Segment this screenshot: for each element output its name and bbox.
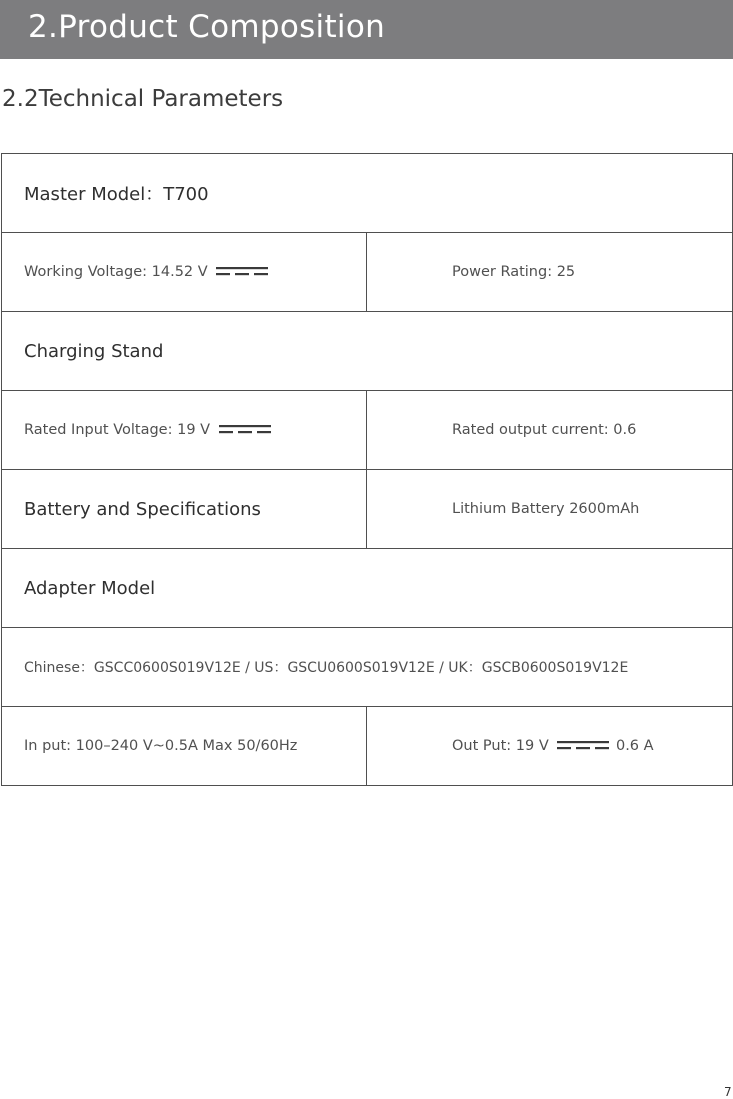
adapter-model-cell bbox=[2, 549, 733, 628]
battery-value-text: Lithium Battery 2600mAh bbox=[452, 501, 640, 517]
power-rating-text: Power Rating: 25 bbox=[452, 264, 576, 280]
battery-heading: Battery and Specifications bbox=[24, 498, 261, 520]
technical-parameters-table bbox=[1, 153, 733, 786]
output-prefix-text: Out Put: 19 V bbox=[452, 738, 549, 754]
battery-heading-cell bbox=[2, 470, 367, 549]
table-row bbox=[2, 233, 733, 312]
adapter-model-heading: Adapter Model bbox=[24, 577, 156, 599]
charging-stand-heading: Charging Stand bbox=[24, 340, 164, 362]
table-row bbox=[2, 549, 733, 628]
working-voltage-cell bbox=[2, 233, 367, 312]
dc-current-icon bbox=[557, 741, 609, 750]
master-model-text: Master Model：T700 bbox=[24, 184, 209, 205]
dc-current-icon bbox=[216, 267, 268, 276]
output-suffix-text: 0.6 A bbox=[615, 738, 654, 754]
working-voltage-text: Working Voltage: 14.52 V bbox=[24, 264, 208, 280]
table-row bbox=[2, 391, 733, 470]
dc-current-icon bbox=[219, 425, 271, 434]
table-row bbox=[2, 154, 733, 233]
page-number: 7 bbox=[724, 1085, 732, 1099]
master-model-cell bbox=[2, 154, 733, 233]
charging-stand-cell bbox=[2, 312, 733, 391]
adapter-models-cell bbox=[2, 628, 733, 707]
rated-output-current-text: Rated output current: 0.6 bbox=[452, 422, 637, 438]
table-row bbox=[2, 628, 733, 707]
input-cell bbox=[2, 707, 367, 786]
rated-input-voltage-text: Rated Input Voltage: 19 V bbox=[24, 422, 211, 438]
output-cell bbox=[367, 707, 733, 786]
section-title: 2.2Technical Parameters bbox=[2, 86, 284, 112]
table-row bbox=[2, 470, 733, 549]
power-rating-cell bbox=[367, 233, 733, 312]
rated-output-current-cell bbox=[367, 391, 733, 470]
input-text: In put: 100–240 V~0.5A Max 50/60Hz bbox=[24, 738, 298, 754]
table-row bbox=[2, 312, 733, 391]
battery-value-cell bbox=[367, 470, 733, 549]
table-row bbox=[2, 707, 733, 786]
rated-input-voltage-cell bbox=[2, 391, 367, 470]
chapter-title: 2.Product Composition bbox=[28, 9, 386, 45]
adapter-models-text: Chinese：GSCC0600S019V12E / US：GSCU0600S019V12E / UK：GSCB0600S019V12E bbox=[24, 660, 629, 676]
chapter-header-bar bbox=[0, 0, 733, 59]
